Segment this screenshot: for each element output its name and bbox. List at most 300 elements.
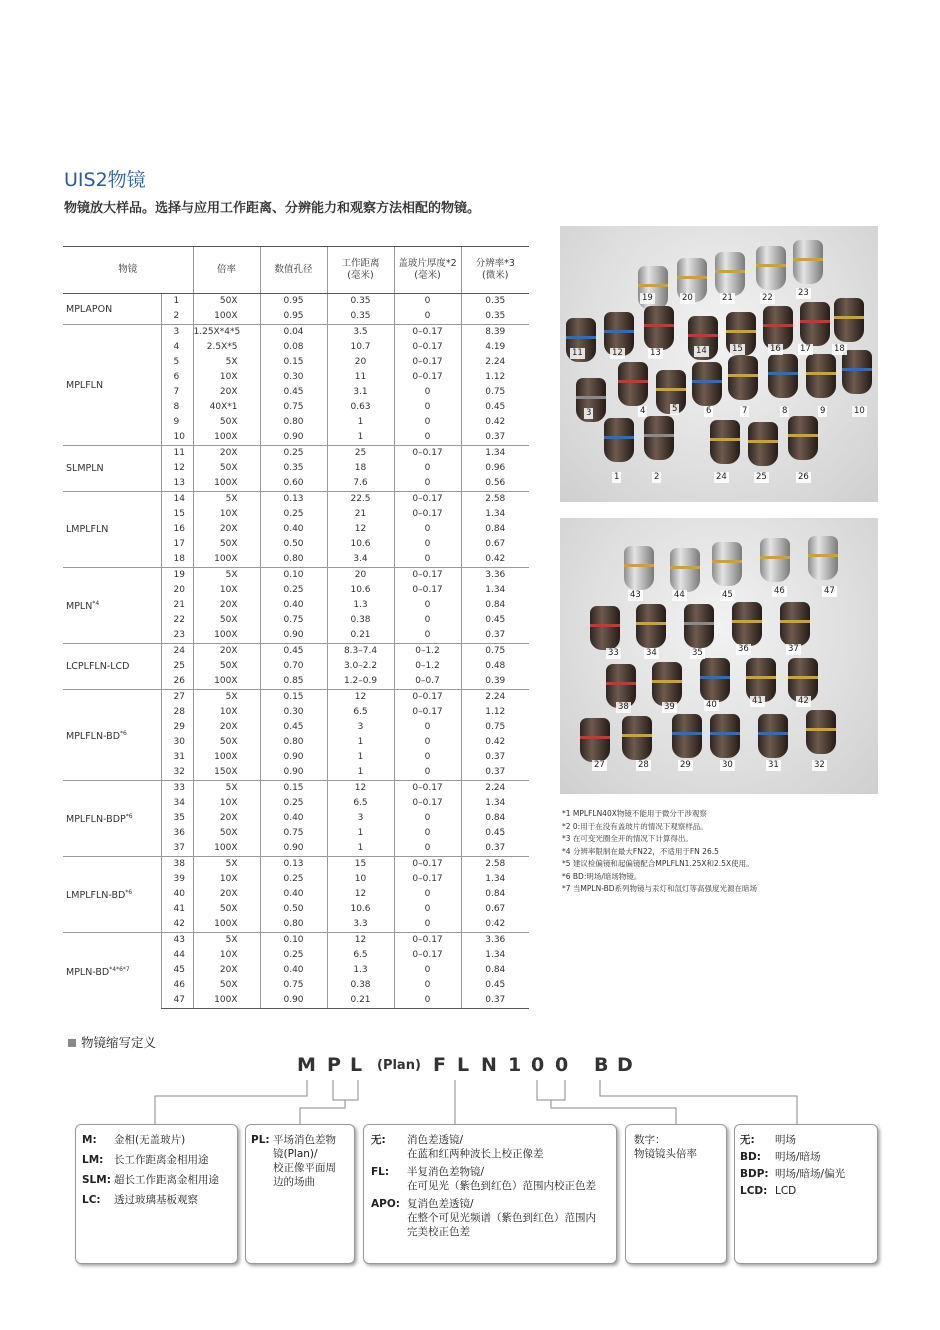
series-name-text: MPLFLN-BDP: [66, 814, 126, 826]
working-distance-cell: 0.35: [327, 309, 394, 325]
numerical-aperture-cell: 0.45: [260, 720, 327, 735]
resolution-cell: 1.12: [461, 705, 529, 720]
item-number-cell: 36: [161, 826, 193, 841]
lens-number-label: 5: [672, 404, 678, 414]
magnification-cell: 50X: [193, 461, 260, 476]
numerical-aperture-cell: 0.90: [260, 993, 327, 1009]
connector-digit: [551, 1100, 676, 1124]
working-distance-cell: 1: [327, 430, 394, 446]
numerical-aperture-cell: 0.75: [260, 826, 327, 841]
lens-number-label: 1: [614, 472, 620, 482]
resolution-cell: 1.34: [461, 872, 529, 887]
numerical-aperture-cell: 0.45: [260, 644, 327, 660]
working-distance-cell: 0.21: [327, 993, 394, 1009]
header-objective: 物镜: [63, 247, 193, 294]
magnification-cell: 1.25X*4*5: [193, 325, 260, 341]
code-d: D: [617, 1054, 633, 1076]
working-distance-cell: 0.35: [327, 294, 394, 310]
item-number-cell: 15: [161, 507, 193, 522]
numerical-aperture-cell: 0.85: [260, 674, 327, 690]
working-distance-cell: 10.7: [327, 340, 394, 355]
abbrev-desc: 消色差透镜/: [407, 1134, 464, 1146]
item-number-cell: 40: [161, 887, 193, 902]
connector-pl: [300, 1100, 345, 1124]
numerical-aperture-cell: 0.25: [260, 872, 327, 887]
series-footnote-ref: *6: [125, 813, 133, 821]
resolution-cell: 0.37: [461, 628, 529, 644]
magnification-cell: 5X: [193, 690, 260, 706]
series-name-text: MPLFLN: [66, 379, 104, 391]
magnification-cell: 5X: [193, 492, 260, 508]
header-resolution: 分辨率*3 (微米): [461, 247, 529, 294]
item-number-cell: 17: [161, 537, 193, 552]
item-number-cell: 2: [161, 309, 193, 325]
resolution-cell: 0.67: [461, 537, 529, 552]
series-name-text: MPLFLN-BD: [66, 731, 121, 743]
cover-glass-thickness-cell: 0: [394, 811, 461, 826]
lens-number-label: 28: [638, 760, 649, 770]
cover-glass-thickness-cell: 0–0.7: [394, 674, 461, 690]
working-distance-cell: 1.2–0.9: [327, 674, 394, 690]
cover-glass-thickness-cell: 0–0.17: [394, 325, 461, 341]
abbrev-key: 无:: [740, 1134, 755, 1146]
working-distance-cell: 6.5: [327, 796, 394, 811]
magnification-cell: 20X: [193, 811, 260, 826]
numerical-aperture-cell: 0.50: [260, 537, 327, 552]
lens-number-label: 44: [674, 590, 685, 600]
working-distance-cell: 3.3: [327, 917, 394, 933]
abbrev-desc: 明场/暗场/偏光: [775, 1168, 846, 1180]
magnification-cell: 150X: [193, 765, 260, 781]
cover-glass-thickness-cell: 0: [394, 765, 461, 781]
magnification-cell: 10X: [193, 705, 260, 720]
lens-number-label: 32: [814, 760, 825, 770]
working-distance-cell: 12: [327, 933, 394, 949]
cover-glass-thickness-cell: 0: [394, 720, 461, 735]
magnification-cell: 20X: [193, 644, 260, 660]
item-number-cell: 39: [161, 872, 193, 887]
item-number-cell: 13: [161, 476, 193, 492]
header-working-distance: 工作距离 (毫米): [327, 247, 394, 294]
item-number-cell: 47: [161, 993, 193, 1009]
cover-glass-thickness-cell: 0–0.17: [394, 355, 461, 370]
working-distance-cell: 22.5: [327, 492, 394, 508]
series-name-text: LCPLFLN-LCD: [66, 661, 130, 672]
resolution-cell: 3.36: [461, 568, 529, 584]
magnification-cell: 50X: [193, 978, 260, 993]
resolution-cell: 0.56: [461, 476, 529, 492]
series-name-text: MPLN-BD: [66, 966, 110, 978]
working-distance-cell: 3.4: [327, 552, 394, 568]
footnote-item: *2 0:用于在没有盖玻片的情况下观察样品。: [562, 821, 708, 831]
working-distance-cell: 12: [327, 781, 394, 797]
resolution-cell: 0.45: [461, 826, 529, 841]
numerical-aperture-cell: 0.95: [260, 294, 327, 310]
magnification-cell: 20X: [193, 598, 260, 613]
lens-number-label: 16: [770, 344, 781, 354]
item-number-cell: 29: [161, 720, 193, 735]
magnification-cell: 100X: [193, 674, 260, 690]
magnification-box: [625, 1124, 727, 1264]
abbrev-desc: 金相(无盖玻片): [114, 1134, 186, 1146]
magnification-cell: 100X: [193, 430, 260, 446]
lens-number-label: 23: [798, 288, 809, 298]
working-distance-cell: 1: [327, 826, 394, 841]
resolution-cell: 0.45: [461, 613, 529, 628]
abbrev-key: FL:: [371, 1166, 390, 1178]
lens-number-label: 35: [692, 648, 703, 658]
abbrev-desc: 镜(Plan)/: [273, 1148, 318, 1160]
resolution-cell: 0.84: [461, 598, 529, 613]
connector-pl-bracket: [333, 1080, 358, 1100]
numerical-aperture-cell: 0.90: [260, 841, 327, 857]
working-distance-cell: 7.6: [327, 476, 394, 492]
abbrev-desc: 平场消色差物: [273, 1134, 336, 1146]
magnification-cell: 20X: [193, 963, 260, 978]
cover-glass-thickness-cell: 0–0.17: [394, 857, 461, 873]
series-name-text: LMPLFLN: [66, 524, 109, 535]
numerical-aperture-cell: 0.40: [260, 963, 327, 978]
abbrev-key: M:: [82, 1134, 97, 1146]
lens-number-label: 42: [798, 696, 809, 706]
lens-number-label: 38: [618, 702, 629, 712]
lens-number-label: 25: [756, 472, 767, 482]
item-number-cell: 32: [161, 765, 193, 781]
abbrev-key: PL:: [251, 1134, 270, 1146]
item-number-cell: 41: [161, 902, 193, 917]
lens-number-label: 37: [788, 644, 799, 654]
cover-glass-thickness-cell: 0: [394, 476, 461, 492]
resolution-cell: 1.34: [461, 796, 529, 811]
item-number-cell: 16: [161, 522, 193, 537]
lens-number-label: 2: [654, 472, 660, 482]
magnification-cell: 20X: [193, 385, 260, 400]
code-l2: L: [457, 1054, 470, 1076]
cover-glass-thickness-cell: 0: [394, 887, 461, 902]
resolution-cell: 0.37: [461, 750, 529, 765]
working-distance-cell: 12: [327, 887, 394, 902]
working-distance-cell: 10.6: [327, 583, 394, 598]
numerical-aperture-cell: 0.25: [260, 507, 327, 522]
cover-glass-thickness-cell: 0–0.17: [394, 370, 461, 385]
resolution-cell: 0.84: [461, 963, 529, 978]
resolution-cell: 0.67: [461, 902, 529, 917]
numerical-aperture-cell: 0.35: [260, 461, 327, 476]
lens-number-label: 46: [774, 586, 785, 596]
magnification-cell: 100X: [193, 628, 260, 644]
item-number-cell: 9: [161, 415, 193, 430]
working-distance-cell: 1: [327, 765, 394, 781]
resolution-cell: 2.24: [461, 355, 529, 370]
item-number-cell: 42: [161, 917, 193, 933]
numerical-aperture-cell: 0.75: [260, 978, 327, 993]
lens-number-label: 29: [680, 760, 691, 770]
working-distance-cell: 1: [327, 735, 394, 750]
numerical-aperture-cell: 0.90: [260, 430, 327, 446]
code-b: B: [594, 1054, 609, 1076]
magnification-cell: 20X: [193, 522, 260, 537]
working-distance-cell: 3: [327, 720, 394, 735]
working-distance-cell: 1: [327, 750, 394, 765]
cover-glass-thickness-cell: 0–0.17: [394, 446, 461, 462]
working-distance-cell: 0.21: [327, 628, 394, 644]
numerical-aperture-cell: 0.25: [260, 446, 327, 462]
item-number-cell: 37: [161, 841, 193, 857]
abbrev-desc: 物镜镜头倍率: [634, 1148, 697, 1160]
lens-number-label: 3: [586, 408, 592, 418]
abbrev-key: BD:: [740, 1151, 761, 1163]
item-number-cell: 31: [161, 750, 193, 765]
working-distance-cell: 20: [327, 568, 394, 584]
item-number-cell: 45: [161, 963, 193, 978]
series-footnote-ref: *6: [120, 729, 127, 737]
resolution-cell: 0.42: [461, 415, 529, 430]
cover-glass-thickness-cell: 0: [394, 461, 461, 476]
resolution-cell: 0.84: [461, 522, 529, 537]
lens-number-label: 10: [854, 406, 865, 416]
resolution-cell: 0.75: [461, 720, 529, 735]
resolution-cell: 0.35: [461, 309, 529, 325]
cover-glass-thickness-cell: 0–1.2: [394, 659, 461, 674]
working-distance-cell: 25: [327, 446, 394, 462]
magnification-cell: 50X: [193, 826, 260, 841]
magnification-cell: 10X: [193, 370, 260, 385]
resolution-cell: 2.24: [461, 690, 529, 706]
resolution-cell: 1.12: [461, 370, 529, 385]
footnote-item: *6 BD:明场/暗场物镜。: [562, 871, 642, 881]
resolution-cell: 0.45: [461, 400, 529, 415]
item-number-cell: 38: [161, 857, 193, 873]
code-plan: (Plan): [377, 1058, 421, 1073]
item-number-cell: 10: [161, 430, 193, 446]
item-number-cell: 7: [161, 385, 193, 400]
working-distance-cell: 1: [327, 841, 394, 857]
numerical-aperture-cell: 0.60: [260, 476, 327, 492]
numerical-aperture-cell: 0.15: [260, 355, 327, 370]
item-number-cell: 25: [161, 659, 193, 674]
cover-glass-thickness-cell: 0–1.2: [394, 644, 461, 660]
cover-glass-thickness-cell: 0: [394, 902, 461, 917]
resolution-cell: 0.42: [461, 552, 529, 568]
cover-glass-thickness-cell: 0: [394, 400, 461, 415]
magnification-cell: 50X: [193, 902, 260, 917]
abbrev-desc: LCD: [775, 1185, 797, 1197]
cover-glass-thickness-cell: 0: [394, 963, 461, 978]
working-distance-cell: 8.3–7.4: [327, 644, 394, 660]
working-distance-cell: 0.38: [327, 978, 394, 993]
lens-number-label: 34: [646, 648, 657, 658]
item-number-cell: 46: [161, 978, 193, 993]
cover-glass-thickness-cell: 0–0.17: [394, 492, 461, 508]
item-number-cell: 11: [161, 446, 193, 462]
resolution-cell: 0.45: [461, 978, 529, 993]
cover-glass-thickness-cell: 0: [394, 294, 461, 310]
item-number-cell: 22: [161, 613, 193, 628]
lens-number-label: 39: [664, 702, 675, 712]
abbrev-key: LC:: [82, 1194, 101, 1206]
numerical-aperture-cell: 0.50: [260, 902, 327, 917]
lens-number-label: 18: [834, 344, 845, 354]
abbrev-desc: 明场/暗场: [775, 1151, 821, 1163]
numerical-aperture-cell: 0.04: [260, 325, 327, 341]
abbrev-desc: 数字：: [634, 1134, 666, 1146]
connector-bd: [600, 1080, 797, 1124]
footnote-item: *5 建议检偏镜和起偏镜配合MPLFLN1.25X和2.5X使用。: [562, 859, 754, 868]
abbrev-key: BDP:: [740, 1168, 769, 1180]
series-name-text: MPLAPON: [66, 303, 113, 315]
item-number-cell: 3: [161, 325, 193, 341]
magnification-cell: 20X: [193, 887, 260, 902]
magnification-cell: 10X: [193, 948, 260, 963]
correction-box: [363, 1124, 617, 1264]
lens-number-label: 43: [630, 590, 641, 600]
item-number-cell: 18: [161, 552, 193, 568]
item-number-cell: 33: [161, 781, 193, 797]
working-distance-cell: 6.5: [327, 948, 394, 963]
abbrev-key: LCD:: [740, 1185, 768, 1197]
numerical-aperture-cell: 0.45: [260, 385, 327, 400]
resolution-cell: 4.19: [461, 340, 529, 355]
magnification-cell: 10X: [193, 583, 260, 598]
abbrev-desc: 边的场曲: [273, 1176, 315, 1188]
resolution-cell: 0.37: [461, 841, 529, 857]
resolution-cell: 2.24: [461, 781, 529, 797]
code-p: P: [327, 1054, 341, 1076]
numerical-aperture-cell: 0.90: [260, 628, 327, 644]
cover-glass-thickness-cell: 0: [394, 735, 461, 750]
header-cover-glass: 盖玻片厚度*2 (毫米): [394, 247, 461, 294]
item-number-cell: 24: [161, 644, 193, 660]
cover-glass-thickness-cell: 0: [394, 415, 461, 430]
cover-glass-thickness-cell: 0: [394, 430, 461, 446]
working-distance-cell: 6.5: [327, 705, 394, 720]
series-name-text: SLMPLN: [66, 463, 104, 474]
resolution-cell: 2.58: [461, 857, 529, 873]
working-distance-cell: 20: [327, 355, 394, 370]
lens-number-label: 45: [722, 590, 733, 600]
magnification-cell: 50X: [193, 294, 260, 310]
item-number-cell: 14: [161, 492, 193, 508]
abbrev-desc: 复消色差透镜/: [407, 1198, 474, 1210]
cover-glass-thickness-cell: 0: [394, 841, 461, 857]
lens-number-label: 27: [594, 760, 605, 770]
item-number-cell: 6: [161, 370, 193, 385]
working-distance-cell: 1.3: [327, 963, 394, 978]
working-distance-cell: 3.1: [327, 385, 394, 400]
magnification-cell: 50X: [193, 537, 260, 552]
working-distance-cell: 11: [327, 370, 394, 385]
numerical-aperture-cell: 0.80: [260, 552, 327, 568]
abbrev-key: SLM:: [82, 1174, 111, 1186]
working-distance-cell: 12: [327, 522, 394, 537]
lens-number-label: 26: [798, 472, 809, 482]
item-number-cell: 5: [161, 355, 193, 370]
numerical-aperture-cell: 0.13: [260, 857, 327, 873]
resolution-cell: 1.34: [461, 446, 529, 462]
working-distance-cell: 10: [327, 872, 394, 887]
numerical-aperture-cell: 0.40: [260, 522, 327, 537]
working-distance-cell: 0.38: [327, 613, 394, 628]
numerical-aperture-cell: 0.10: [260, 933, 327, 949]
numerical-aperture-cell: 0.90: [260, 750, 327, 765]
working-distance-cell: 1: [327, 415, 394, 430]
cover-glass-thickness-cell: 0: [394, 978, 461, 993]
resolution-cell: 0.42: [461, 917, 529, 933]
lens-number-label: 31: [768, 760, 779, 770]
lens-number-label: 12: [612, 348, 623, 358]
resolution-cell: 0.37: [461, 765, 529, 781]
code-m: M: [297, 1054, 316, 1076]
item-number-cell: 43: [161, 933, 193, 949]
cover-glass-thickness-cell: 0: [394, 385, 461, 400]
item-number-cell: 12: [161, 461, 193, 476]
item-number-cell: 21: [161, 598, 193, 613]
lens-number-label: 8: [782, 406, 788, 416]
resolution-cell: 1.34: [461, 583, 529, 598]
series-footnote-ref: *6: [125, 889, 133, 897]
resolution-cell: 0.84: [461, 887, 529, 902]
magnification-cell: 100X: [193, 917, 260, 933]
cover-glass-thickness-cell: 0–0.17: [394, 948, 461, 963]
abbrev-key: LM:: [82, 1154, 104, 1166]
abbrev-key: APO:: [371, 1198, 400, 1210]
abbrev-desc: 完美校正色差: [407, 1226, 470, 1238]
cover-glass-thickness-cell: 0: [394, 750, 461, 765]
page-title: UIS2物镜: [64, 169, 146, 191]
resolution-cell: 0.96: [461, 461, 529, 476]
numerical-aperture-cell: 0.15: [260, 781, 327, 797]
numerical-aperture-cell: 0.80: [260, 735, 327, 750]
cover-glass-thickness-cell: 0–0.17: [394, 796, 461, 811]
magnification-cell: 100X: [193, 476, 260, 492]
abbrev-desc: 半复消色差物镜/: [407, 1166, 485, 1178]
resolution-cell: 0.84: [461, 811, 529, 826]
resolution-cell: 1.34: [461, 948, 529, 963]
cover-glass-thickness-cell: 0: [394, 537, 461, 552]
magnification-cell: 10X: [193, 796, 260, 811]
connector-digit-bracket: [537, 1080, 565, 1100]
cover-glass-thickness-cell: 0: [394, 309, 461, 325]
code-digit-1: 1: [508, 1054, 522, 1076]
magnification-cell: 50X: [193, 659, 260, 674]
code-digit-3: 0: [555, 1054, 569, 1076]
magnification-cell: 100X: [193, 993, 260, 1009]
magnification-cell: 100X: [193, 750, 260, 765]
magnification-cell: 5X: [193, 933, 260, 949]
item-number-cell: 26: [161, 674, 193, 690]
numerical-aperture-cell: 0.80: [260, 415, 327, 430]
abbrev-desc: 明场: [775, 1134, 796, 1146]
cover-glass-thickness-cell: 0: [394, 917, 461, 933]
magnification-cell: 20X: [193, 720, 260, 735]
item-number-cell: 44: [161, 948, 193, 963]
numerical-aperture-cell: 0.70: [260, 659, 327, 674]
magnification-cell: 50X: [193, 735, 260, 750]
item-number-cell: 35: [161, 811, 193, 826]
cover-glass-thickness-cell: 0–0.17: [394, 933, 461, 949]
header-na: 数值孔径: [260, 247, 327, 294]
abbrev-desc: 在可见光（紫色到红色）范围内校正色差: [407, 1180, 596, 1192]
prefix-box: [75, 1124, 238, 1264]
lens-number-label: 13: [650, 348, 661, 358]
cover-glass-thickness-cell: 0–0.17: [394, 872, 461, 887]
numerical-aperture-cell: 0.25: [260, 583, 327, 598]
numerical-aperture-cell: 0.08: [260, 340, 327, 355]
magnification-cell: 100X: [193, 841, 260, 857]
lens-number-label: 14: [696, 346, 707, 356]
numerical-aperture-cell: 0.25: [260, 796, 327, 811]
footnote-item: *1 MPLFLN40X物镜不能用于微分干涉观察: [562, 809, 707, 818]
